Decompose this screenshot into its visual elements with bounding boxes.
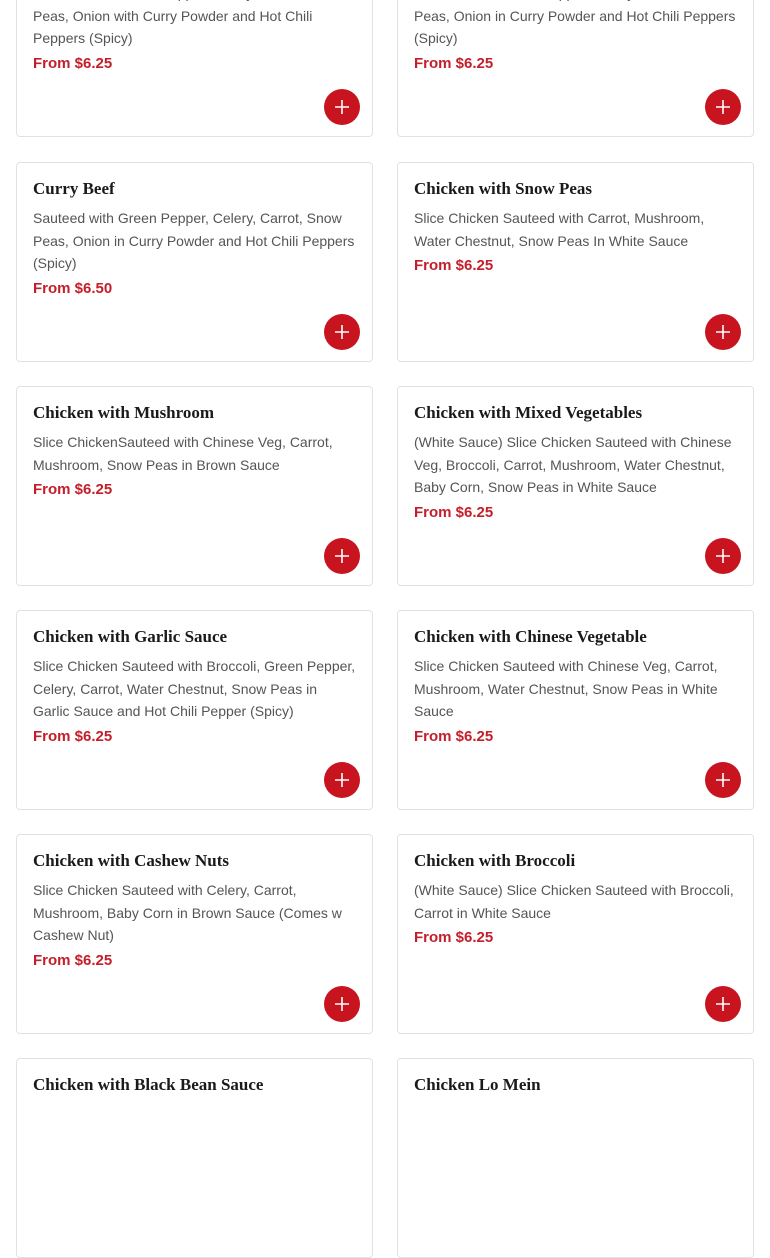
menu-item-description: (White Sauce) Slice Chicken Sauteed with Chinese Veg, Broccoli, Carrot, Mushroom, Water Chestnut, Baby Corn, Snow Peas in White Sauce: [414, 434, 732, 495]
add-to-cart-button[interactable]: [705, 314, 741, 350]
add-to-cart-button[interactable]: [324, 986, 360, 1022]
plus-icon: [714, 98, 732, 116]
add-to-cart-button[interactable]: [705, 89, 741, 125]
menu-item-price: From $6.25: [414, 54, 494, 72]
menu-item-name: Chicken with Chinese Vegetable: [414, 627, 647, 646]
menu-item-name: Chicken with Snow Peas: [414, 179, 593, 198]
add-to-cart-button[interactable]: [324, 314, 360, 350]
menu-item-card[interactable]: [397, 0, 754, 137]
menu-item-price: From $6.25: [414, 727, 494, 745]
menu-item-description: Peas, Onion in Curry Powder and Hot Chili Peppers (Spicy): [414, 7, 736, 46]
add-to-cart-button[interactable]: [705, 762, 741, 798]
menu-item-name: Curry Beef: [33, 179, 115, 198]
menu-item-description: Slice Chicken Sauteed with Celery, Carrot, Mushroom, Baby Corn in Brown Sauce (Comes w Cashew Nut): [33, 882, 342, 943]
menu-item-price: From $6.50: [33, 279, 113, 297]
menu-item-description: (White Sauce) Slice Chicken Sauteed with Broccoli, Carrot in White Sauce: [414, 882, 734, 921]
menu-item-card[interactable]: [16, 386, 373, 586]
menu-item-name: Chicken with Black Bean Sauce: [33, 1075, 264, 1094]
menu-item-card[interactable]: [397, 834, 754, 1034]
plus-icon: [333, 771, 351, 789]
plus-icon: [714, 771, 732, 789]
menu-item-price: From $6.25: [414, 929, 494, 946]
menu-item-description: Slice Chicken Sauteed with Carrot, Mushroom, Water Chestnut, Snow Peas In White Sauce: [414, 210, 705, 249]
menu-item-name: Chicken with Garlic Sauce: [33, 627, 228, 646]
menu-item-name: Chicken with Mushroom: [33, 403, 215, 422]
menu-item-description: Slice Chicken Sauteed with Broccoli, Green Pepper, Celery, Carrot, Water Chestnut, Snow Peas in Garlic Sauce and Hot Chili Pepper (Spicy): [33, 658, 356, 719]
plus-icon: [333, 98, 351, 116]
menu-item-description: Slice ChickenSauteed with Chinese Veg, Carrot, Mushroom, Snow Peas in Brown Sauce: [33, 434, 333, 473]
plus-icon: [714, 547, 732, 565]
menu-item-price: From $6.25: [33, 54, 113, 72]
menu-item-price: From $6.25: [414, 503, 494, 521]
plus-icon: [714, 323, 732, 341]
plus-icon: [714, 995, 732, 1013]
menu-item-card[interactable]: [397, 162, 754, 362]
menu-item-description: Slice Chicken Sauteed with Chinese Veg, Carrot, Mushroom, Water Chestnut, Snow Peas in White Sauce: [414, 658, 718, 719]
plus-icon: [333, 995, 351, 1013]
plus-icon: [333, 547, 351, 565]
menu-item-description: Peas, Onion with Curry Powder and Hot Chili Peppers (Spicy): [33, 7, 313, 46]
add-to-cart-button[interactable]: [705, 986, 741, 1022]
plus-icon: [333, 323, 351, 341]
menu-item-card[interactable]: [16, 610, 373, 810]
add-to-cart-button[interactable]: [324, 89, 360, 125]
menu-item-price: From $6.25: [33, 951, 113, 969]
add-to-cart-button[interactable]: [705, 538, 741, 574]
menu-item-price: From $6.25: [33, 481, 113, 498]
add-to-cart-button[interactable]: [324, 538, 360, 574]
menu-item-name: Chicken with Mixed Vegetables: [414, 403, 643, 422]
menu-item-card[interactable]: [397, 610, 754, 810]
menu-item-description: Sauteed with Green Pepper, Celery, Carrot, Snow Peas, Onion in Curry Powder and Hot Chili Peppers (Spicy): [33, 210, 355, 271]
menu-item-card[interactable]: [16, 1058, 373, 1258]
menu-item-price: From $6.25: [33, 727, 113, 745]
menu-item-name: Chicken Lo Mein: [414, 1075, 541, 1094]
menu-item-card[interactable]: [16, 834, 373, 1034]
menu-item-price: From $6.25: [414, 257, 494, 274]
add-to-cart-button[interactable]: [324, 762, 360, 798]
menu-item-card[interactable]: [16, 162, 373, 362]
menu-item-card[interactable]: [16, 0, 373, 137]
menu-item-card[interactable]: [397, 1058, 754, 1258]
menu-item-card[interactable]: [397, 386, 754, 586]
menu-item-name: Chicken with Broccoli: [414, 851, 576, 870]
menu-item-name: Chicken with Cashew Nuts: [33, 851, 229, 870]
